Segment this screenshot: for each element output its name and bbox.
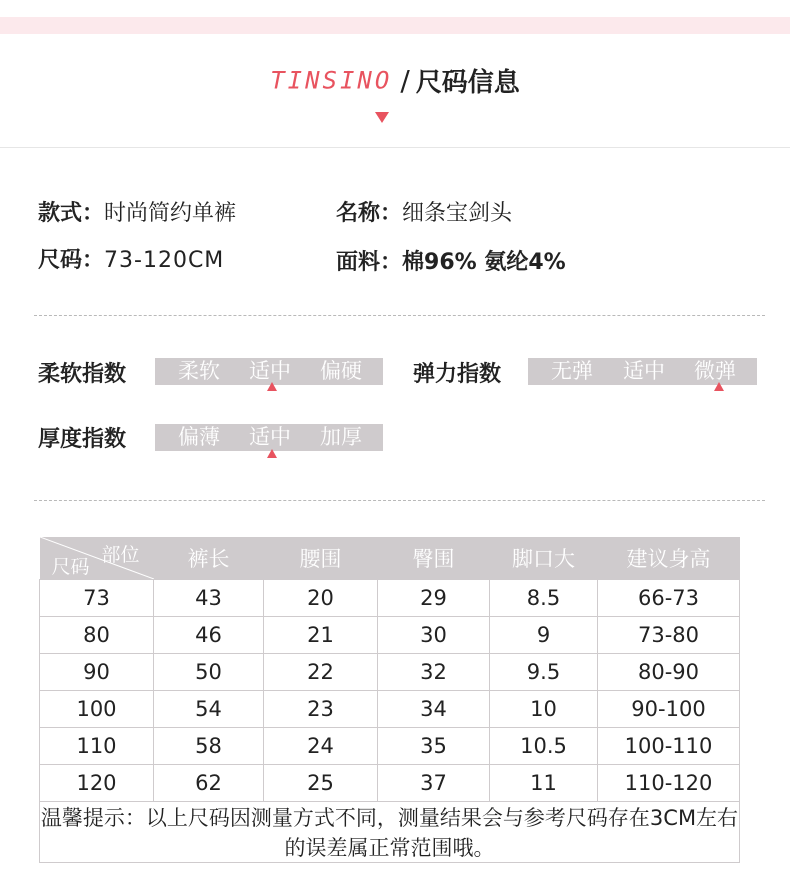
table-cell: 10 xyxy=(490,691,598,728)
table-cell: 80-90 xyxy=(598,654,740,691)
title-slash: / xyxy=(400,64,410,97)
table-cell: 120 xyxy=(40,765,154,802)
corner-size-label: 尺码 xyxy=(51,556,90,578)
table-cell: 80 xyxy=(40,617,154,654)
table-cell: 73 xyxy=(40,580,154,617)
table-row xyxy=(40,654,740,691)
table-row xyxy=(40,765,740,802)
thickness-label: 厚度指数 xyxy=(38,427,127,452)
style-label: 款式： xyxy=(38,201,105,226)
table-cell: 35 xyxy=(378,728,490,765)
elasticity-label: 弹力指数 xyxy=(413,362,502,387)
brand-logo-text: TINSINO xyxy=(270,66,393,95)
style-info xyxy=(38,196,236,227)
table-cell: 73-80 xyxy=(598,617,740,654)
softness-option-1: 柔软 xyxy=(178,359,220,383)
name-value: 细条宝剑头 xyxy=(402,201,513,226)
table-cell: 9 xyxy=(490,617,598,654)
dashed-divider-2 xyxy=(34,500,765,501)
table-note-row xyxy=(40,802,740,863)
table-cell: 22 xyxy=(264,654,378,691)
thickness-option-2: 适中 xyxy=(249,425,291,449)
header-cell: 脚口大 xyxy=(490,537,598,580)
thickness-option-1: 偏薄 xyxy=(178,425,220,449)
table-cell: 43 xyxy=(154,580,264,617)
section-title xyxy=(0,62,790,102)
fabric-info xyxy=(336,245,566,276)
table-cell: 50 xyxy=(154,654,264,691)
table-header-row xyxy=(40,537,740,580)
table-cell: 90-100 xyxy=(598,691,740,728)
softness-option-2: 适中 xyxy=(249,359,291,383)
elasticity-bar xyxy=(528,358,757,385)
table-cell: 54 xyxy=(154,691,264,728)
dashed-divider-1 xyxy=(34,315,765,316)
table-cell: 21 xyxy=(264,617,378,654)
table-cell: 110 xyxy=(40,728,154,765)
size-table xyxy=(39,537,740,863)
name-label: 名称： xyxy=(336,201,403,226)
table-cell: 30 xyxy=(378,617,490,654)
table-cell: 34 xyxy=(378,691,490,728)
table-row xyxy=(40,617,740,654)
size-info xyxy=(38,243,224,274)
page-title: 尺码信息 xyxy=(415,68,520,98)
table-cell: 29 xyxy=(378,580,490,617)
softness-option-3: 偏硬 xyxy=(320,359,362,383)
table-row xyxy=(40,580,740,617)
table-cell: 25 xyxy=(264,765,378,802)
header-cell: 臀围 xyxy=(378,537,490,580)
thickness-bar xyxy=(155,424,383,451)
size-value: 73-120CM xyxy=(104,248,225,273)
table-cell: 62 xyxy=(154,765,264,802)
table-corner-header xyxy=(40,537,154,580)
title-down-arrow-icon xyxy=(375,112,389,123)
thickness-marker-icon xyxy=(267,449,277,458)
table-cell: 9.5 xyxy=(490,654,598,691)
size-label: 尺码： xyxy=(38,248,105,273)
table-cell: 32 xyxy=(378,654,490,691)
table-cell: 8.5 xyxy=(490,580,598,617)
header-divider xyxy=(0,147,790,148)
table-cell: 23 xyxy=(264,691,378,728)
table-cell: 58 xyxy=(154,728,264,765)
table-cell: 24 xyxy=(264,728,378,765)
elasticity-marker-icon xyxy=(714,382,724,391)
fabric-label: 面料： xyxy=(336,250,403,275)
table-row xyxy=(40,728,740,765)
table-cell: 100-110 xyxy=(598,728,740,765)
size-note: 温馨提示：以上尺码因测量方式不同，测量结果会与参考尺码存在3CM左右的误差属正常范围哦。 xyxy=(40,802,740,863)
table-cell: 10.5 xyxy=(490,728,598,765)
style-value: 时尚简约单裤 xyxy=(104,201,237,226)
table-cell: 66-73 xyxy=(598,580,740,617)
table-cell: 100 xyxy=(40,691,154,728)
table-cell: 37 xyxy=(378,765,490,802)
table-cell: 46 xyxy=(154,617,264,654)
name-info xyxy=(336,196,512,227)
table-cell: 110-120 xyxy=(598,765,740,802)
top-pink-strip xyxy=(0,17,790,34)
table-row xyxy=(40,691,740,728)
table-cell: 11 xyxy=(490,765,598,802)
table-cell: 90 xyxy=(40,654,154,691)
corner-part-label: 部位 xyxy=(101,544,140,566)
softness-marker-icon xyxy=(267,382,277,391)
fabric-value: 棉96% 氨纶4% xyxy=(402,250,566,275)
softness-label: 柔软指数 xyxy=(38,362,127,387)
elasticity-option-2: 适中 xyxy=(623,359,665,383)
softness-bar xyxy=(155,358,383,385)
thickness-option-3: 加厚 xyxy=(320,425,362,449)
elasticity-option-1: 无弹 xyxy=(551,359,593,383)
header-cell: 建议身高 xyxy=(598,537,740,580)
elasticity-option-3: 微弹 xyxy=(694,359,736,383)
header-cell: 裤长 xyxy=(154,537,264,580)
header-cell: 腰围 xyxy=(264,537,378,580)
table-cell: 20 xyxy=(264,580,378,617)
